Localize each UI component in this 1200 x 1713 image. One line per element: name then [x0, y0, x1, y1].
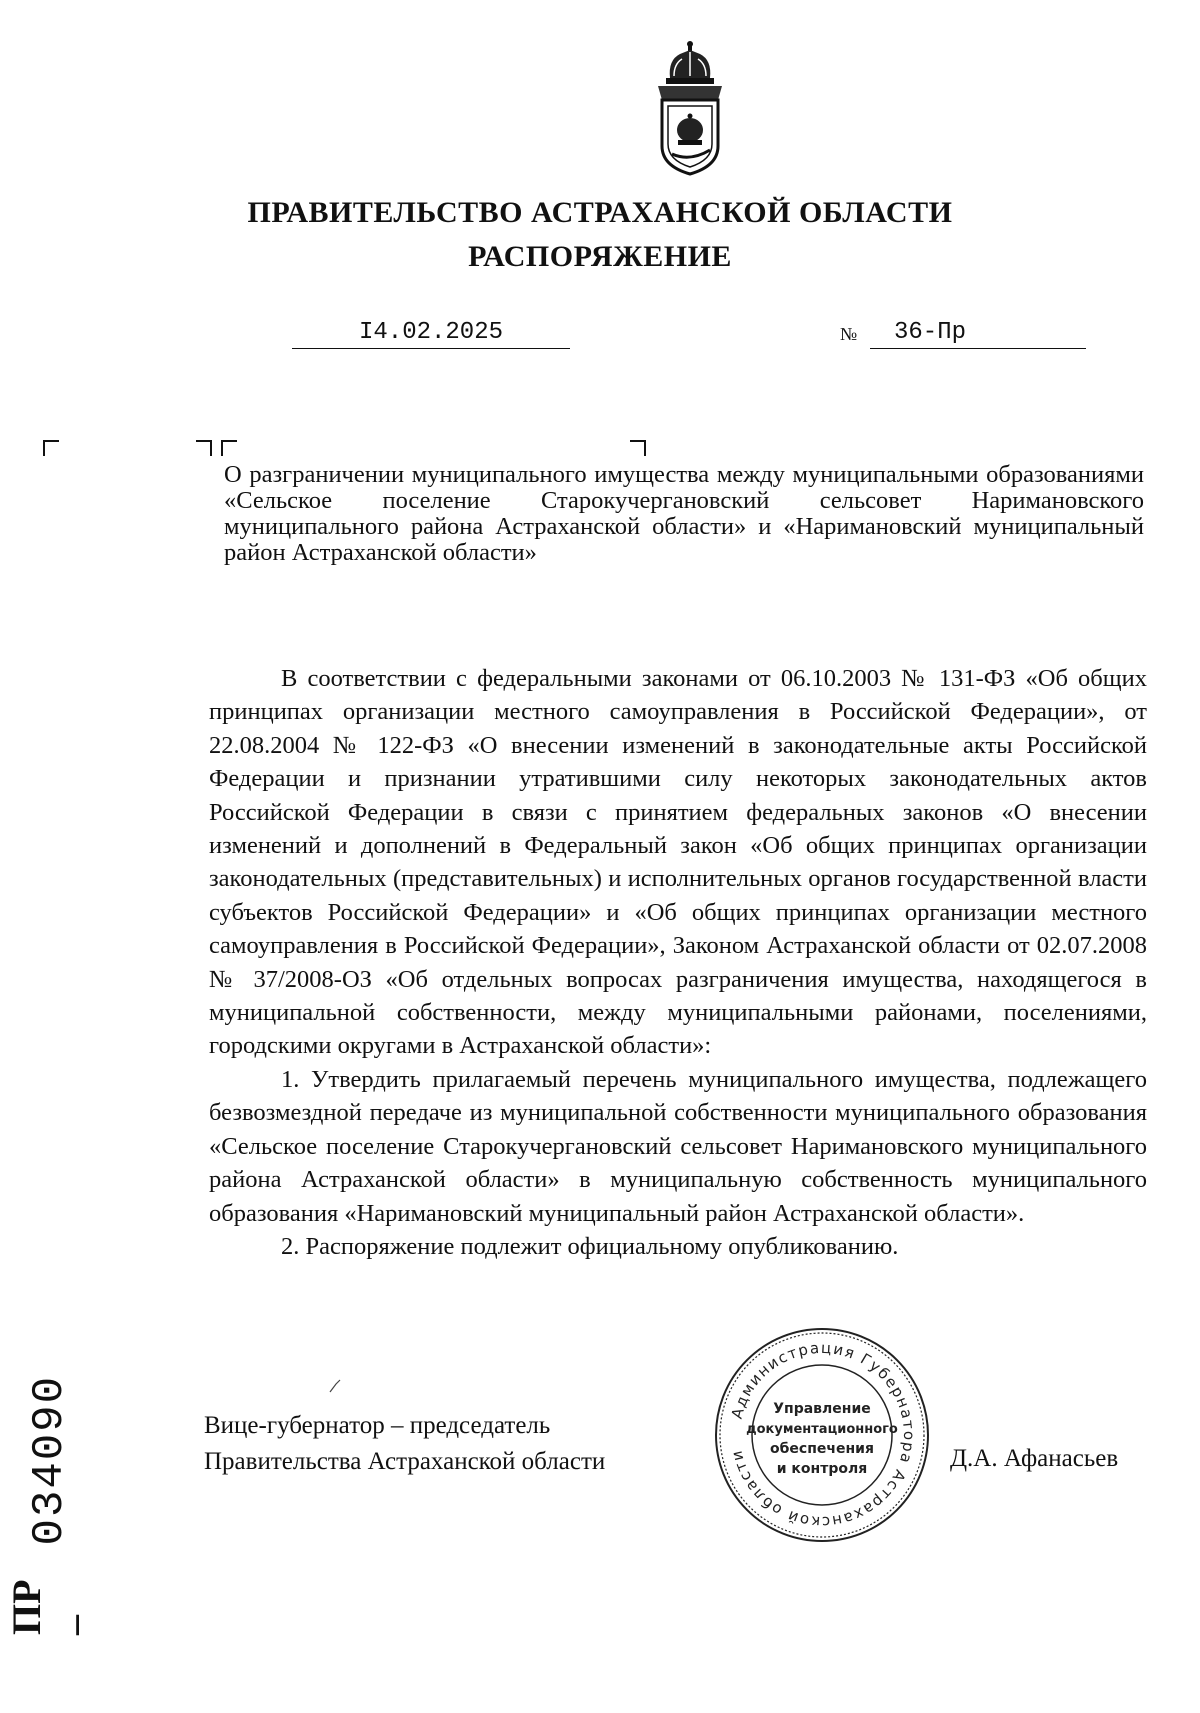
- document-subject: О разграничении муниципального имущества между муниципальными образованиями «Сельское поселение Старокучергановский сельсовет Наримановского муниципального района Астраханской области» и «Наримановский муниципальный район Астраханской области»: [224, 461, 1144, 566]
- official-stamp: [712, 1325, 932, 1545]
- subject-corner-mark: [196, 440, 212, 456]
- registration-prefix: ПР –: [4, 1579, 96, 1635]
- document-date: I4.02.2025: [292, 318, 570, 349]
- signature-mark: [328, 1378, 342, 1394]
- margin-corner-mark: [43, 440, 59, 456]
- signer-position-line-2: Правительства Астраханской области: [204, 1448, 606, 1475]
- stamp-line-4: и контроля: [776, 1461, 868, 1477]
- government-title: ПРАВИТЕЛЬСТВО АСТРАХАНСКОЙ ОБЛАСТИ: [247, 196, 953, 229]
- signer-position-line-1: Вице-губернатор – председатель: [204, 1412, 551, 1439]
- side-registration-number: [4, 1375, 96, 1635]
- stamp-ring-text: Администрация Губернатора Астраханской области: [727, 1338, 919, 1532]
- stamp-line-2: документационного: [746, 1422, 898, 1437]
- signer-name: Д.А. Афанасьев: [950, 1445, 1119, 1472]
- coat-of-arms-icon: [640, 38, 740, 178]
- signer-position: [204, 1408, 605, 1480]
- item-2-paragraph: 2. Распоряжение подлежит официальному опубликованию.: [281, 1232, 899, 1260]
- document-type: РАСПОРЯЖЕНИЕ: [468, 240, 732, 273]
- stamp-line-1: Управление: [773, 1401, 871, 1417]
- subject-corner-mark: [221, 440, 237, 456]
- document-number: 36-Пр: [870, 318, 1086, 349]
- document-body: [209, 662, 1147, 1263]
- preamble-paragraph: В соответствии с федеральными законами от 06.10.2003 № 131-ФЗ «Об общих принципах организации местного самоуправления в Российской Федерации», от 22.08.2004 № 122-ФЗ «О внесении изменений в законодательные акты Российской Федерации и признании утратившими силу некоторых законодательных актов Российской Федерации в связи с принятием федеральных законов «О внесении изменений и дополнений в Федеральный закон «Об общих принципах организации законодательных (представительных) и исполнительных органов государственной власти субъектов Российской Федерации» и «Об общих принципах организации местного самоуправления в Российской Федерации», Законом Астраханской области от 02.07.2008 № 37/2008-ОЗ «Об отдельных вопросах разграничения имущества, находящегося в муниципальной собственности, между муниципальными районами, поселениями, городскими округами в Астраханской области»:: [209, 665, 1147, 1060]
- item-1-paragraph: 1. Утвердить прилагаемый перечень муниципального имущества, подлежащего безвозмездной передаче из муниципальной собственности муниципального образования «Сельское поселение Старокучергановский сельсовет Наримановского муниципального района Астраханской области» в муниципальную собственность муниципального образования «Наримановский муниципальный район Астраханской области».: [209, 1065, 1147, 1227]
- subject-corner-mark: [630, 440, 646, 456]
- registration-number: 034090: [25, 1375, 75, 1546]
- number-sign: №: [840, 324, 858, 344]
- stamp-line-3: обеспечения: [770, 1441, 874, 1457]
